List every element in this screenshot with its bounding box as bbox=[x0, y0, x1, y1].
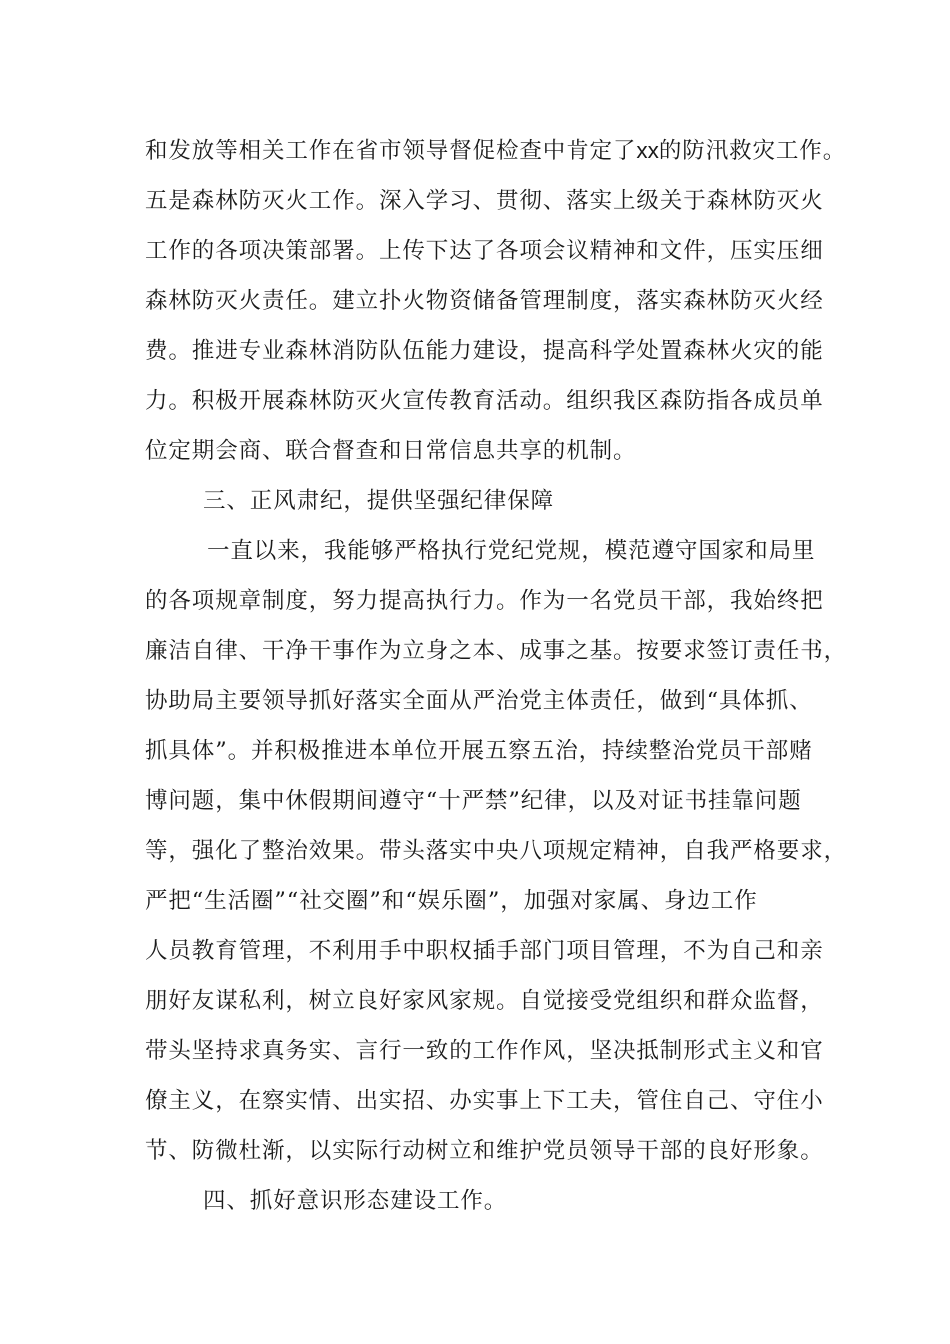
paragraph-2-line-8: 严把“生活圈”“社交圈”和“娱乐圈”，加强对家属、身边工作 bbox=[145, 888, 758, 914]
paragraph-1-line-6: 力。积极开展森林防灭火宣传教育活动。组织我区森防指各成员单 bbox=[145, 388, 824, 414]
paragraph-2-line-7: 等，强化了整治效果。带头落实中央八项规定精神，自我严格要求， bbox=[145, 838, 848, 864]
paragraph-1-line-5: 费。推进专业森林消防队伍能力建设，提高科学处置森林火灾的能 bbox=[145, 338, 824, 364]
paragraph-1-line-2: 五是森林防灭火工作。深入学习、贯彻、落实上级关于森林防灭火 bbox=[145, 188, 824, 214]
section-heading-3: 三、正风肃纪，提供坚强纪律保障 bbox=[203, 488, 555, 514]
text-span: 的防汛救灾工作。 bbox=[658, 138, 847, 164]
placeholder-xx: xx bbox=[636, 138, 659, 163]
paragraph-2-line-12: 僚主义，在察实情、出实招、办实事上下工夫，管住自己、守住小 bbox=[145, 1088, 824, 1114]
paragraph-1-line-1 bbox=[145, 136, 846, 166]
paragraph-2-line-2: 的各项规章制度，努力提高执行力。作为一名党员干部，我始终把 bbox=[145, 588, 824, 614]
paragraph-2-line-4: 协助局主要领导抓好落实全面从严治党主体责任，做到“具体抓、 bbox=[145, 688, 813, 714]
paragraph-2-line-5: 抓具体”。并积极推进本单位开展五察五治，持续整治党员干部赌 bbox=[145, 738, 813, 764]
paragraph-1-line-7: 位定期会商、联合督查和日常信息共享的机制。 bbox=[145, 438, 637, 464]
paragraph-2-line-11: 带头坚持求真务实、言行一致的工作作风，坚决抵制形式主义和官 bbox=[145, 1038, 824, 1064]
paragraph-2-line-10: 朋好友谋私利，树立良好家风家规。自觉接受党组织和群众监督， bbox=[145, 988, 824, 1014]
paragraph-1-line-3: 工作的各项决策部署。上传下达了各项会议精神和文件，压实压细 bbox=[145, 238, 824, 264]
paragraph-2-line-1: 一直以来，我能够严格执行党纪党规，模范遵守国家和局里 bbox=[207, 538, 816, 564]
paragraph-1-line-4: 森林防灭火责任。建立扑火物资储备管理制度，落实森林防灭火经 bbox=[145, 288, 824, 314]
paragraph-2-line-13: 节、防微杜渐，以实际行动树立和维护党员领导干部的良好形象。 bbox=[145, 1138, 824, 1164]
paragraph-2-line-6: 博问题，集中休假期间遵守“十严禁”纪律，以及对证书挂靠问题 bbox=[145, 788, 802, 814]
paragraph-2-line-3: 廉洁自律、干净干事作为立身之本、成事之基。按要求签订责任书， bbox=[145, 638, 848, 664]
section-heading-4: 四、抓好意识形态建设工作。 bbox=[203, 1188, 508, 1214]
paragraph-2-line-9: 人员教育管理，不利用手中职权插手部门项目管理，不为自己和亲 bbox=[145, 938, 824, 964]
text-span: 和发放等相关工作在省市领导督促检查中肯定了 bbox=[145, 138, 637, 164]
